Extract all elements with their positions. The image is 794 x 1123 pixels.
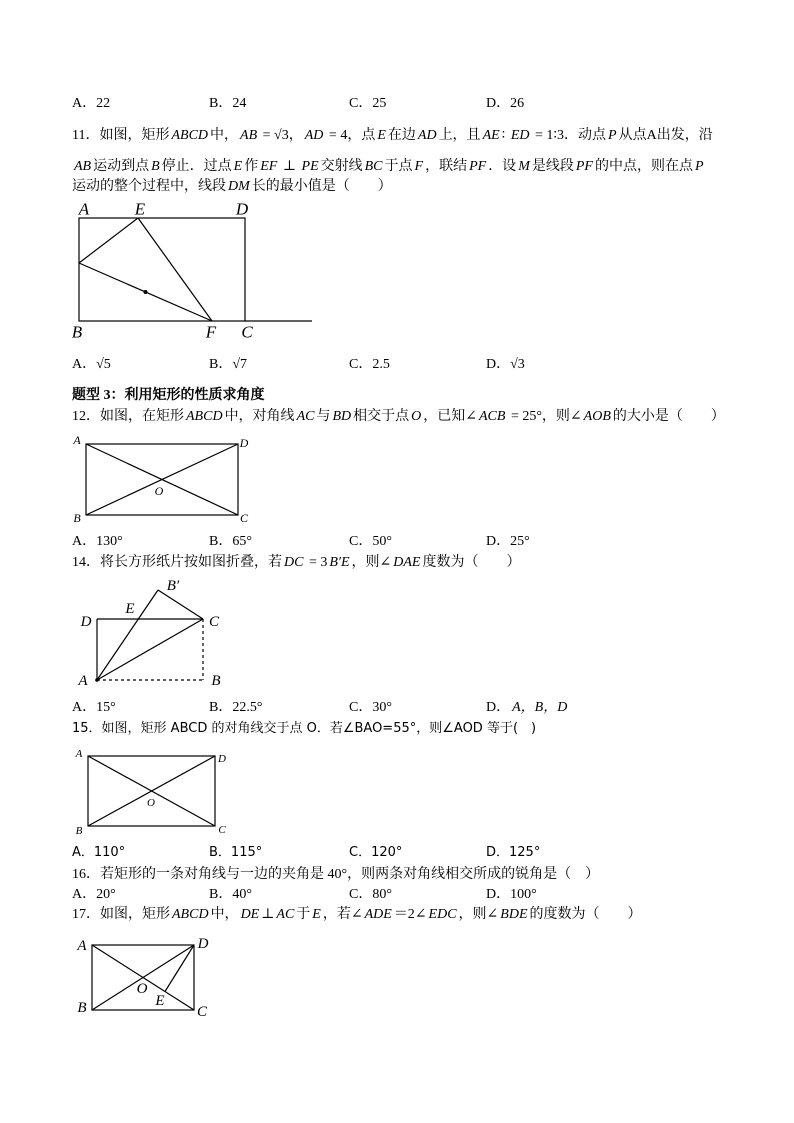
q14-option-c (349, 699, 392, 717)
math-variable: AE (482, 128, 500, 143)
text-run: ，则∠ (458, 907, 499, 922)
math-variable: A，B，D (512, 700, 568, 715)
q11-option-a: A．√5 (72, 357, 111, 372)
text-run: ，若∠ (322, 907, 363, 922)
q11-stem-line-2 (72, 158, 706, 176)
math-variable: AD (304, 128, 324, 143)
q12-option-a: A．130° (72, 534, 123, 549)
label-b-prime: B′ (166, 578, 180, 594)
q11-figure (70, 198, 320, 343)
q11-option-c: C．2.5 (349, 357, 390, 372)
label-d: D (197, 936, 209, 952)
label-f: F (205, 322, 217, 342)
math-variable: DC (284, 555, 304, 570)
q16-stem: 16．若矩形的一条对角线与一边的夹角是 40°，则两条对角线相交所成的锐角是（ ） (72, 867, 600, 882)
label-a: A (77, 938, 87, 954)
label-d: D (239, 436, 249, 450)
q14-option-b (209, 699, 262, 717)
point-a-dot (95, 678, 99, 682)
q16-option-c: C．80° (349, 887, 392, 902)
math-variable: ADE (364, 907, 392, 922)
label-e: E (125, 601, 135, 617)
q11-stem-line-1 (72, 127, 713, 145)
label-o: O (154, 484, 164, 498)
label-c: C (208, 614, 220, 630)
math-variable: P (608, 128, 617, 143)
label-e: E (134, 199, 146, 219)
text-run: D． (486, 700, 511, 715)
math-variable: M (518, 159, 530, 174)
q12-stem (72, 408, 725, 426)
text-run: 于 (296, 907, 311, 922)
rectangle-abcd (79, 218, 245, 321)
text-run: B．22.5° (209, 700, 263, 715)
text-run: 停止．过点 (161, 159, 232, 174)
q12-figure (70, 432, 255, 527)
q15-stem: 15．如图，矩形 ABCD 的对角线交于点 O．若∠BAO=55°，则∠AOD 等于( ) (72, 721, 537, 736)
q12-option-d: D．25° (486, 534, 530, 549)
text-run: 是线段 (531, 159, 574, 174)
section-heading: 题型 3：利用矩形的性质求角度 (72, 388, 265, 403)
math-variable: PF (575, 159, 593, 174)
text-run: ．设 (488, 159, 517, 174)
segment-b-prime-c (158, 590, 203, 619)
label-c: C (239, 511, 249, 525)
math-variable: BC (364, 159, 383, 174)
math-variable: E (312, 907, 321, 922)
math-variable: PE (301, 159, 319, 174)
text-run: = 25°，则∠ (507, 409, 582, 424)
label-a: A (73, 433, 81, 447)
q10-option-d: D．26 (486, 96, 525, 111)
text-run: 从点A出发，沿 (618, 128, 713, 143)
text-run: 中， (210, 128, 239, 143)
q11-option-d: D．√3 (486, 357, 525, 372)
segment-ef (138, 218, 212, 321)
label-c: C (218, 824, 226, 836)
text-run: 在边 (387, 128, 416, 143)
text-run: ，已知∠ (423, 409, 477, 424)
q12-option-b: B．65° (209, 534, 252, 549)
text-run: 中，对角线 (224, 409, 295, 424)
text-run: 11．如图，矩形 (72, 128, 170, 143)
q16-option-a: A．20° (72, 887, 116, 902)
q16-options (0, 886, 794, 904)
q16-option-b: B．40° (209, 887, 252, 902)
math-variable: PF (469, 159, 487, 174)
text-run: 与 (316, 409, 331, 424)
math-variable: EDC (428, 907, 457, 922)
q15-figure (70, 745, 235, 840)
text-run: 长的最小值是（ ） (251, 179, 392, 194)
text-run: = 1∶3．动点 (531, 128, 607, 143)
text-run: 运动的整个过程中，线段 (72, 179, 226, 194)
q14-option-a (72, 699, 116, 717)
q11-option-b: B．√7 (209, 357, 248, 372)
q10-option-b: B．24 (209, 96, 247, 111)
text-run: ⊥ (279, 159, 300, 174)
text-run: C．30° (349, 700, 392, 715)
text-run: 运动到点 (93, 159, 150, 174)
label-b: B (77, 1000, 87, 1016)
math-variable: DM (228, 179, 250, 194)
math-variable: B′E (329, 555, 350, 570)
text-run: ＝2∠ (393, 907, 427, 922)
label-e: E (155, 993, 165, 1009)
q10-option-a: A．22 (72, 96, 111, 111)
text-run: 的大小是（ ） (612, 409, 725, 424)
label-a: A (78, 673, 88, 689)
segment-ep (79, 218, 138, 263)
text-run: 交射线 (320, 159, 363, 174)
math-variable: AC (296, 409, 315, 424)
text-run: = 4，点 (325, 128, 376, 143)
label-d: D (235, 199, 249, 219)
math-variable: AB (240, 128, 258, 143)
label-b: B (75, 825, 83, 837)
label-c: C (241, 322, 253, 342)
label-o: O (147, 797, 155, 809)
text-run: ∶ (501, 128, 509, 143)
math-variable: B (151, 159, 160, 174)
text-run: ，则∠ (351, 555, 392, 570)
label-a: A (78, 199, 90, 219)
math-variable: F (414, 159, 424, 174)
q14-options (0, 699, 794, 717)
math-variable: ED (510, 128, 530, 143)
label-d: D (218, 753, 226, 765)
math-variable: ABCD (172, 907, 209, 922)
q11-stem-line-3 (72, 178, 392, 196)
math-variable: O (411, 409, 422, 424)
fold-line-ac (97, 619, 203, 680)
text-run: 17．如图，矩形 (72, 907, 170, 922)
text-run: A．15° (72, 700, 116, 715)
q15-options (0, 844, 794, 862)
q10-options (0, 95, 794, 113)
q12-options (0, 533, 794, 551)
q15-option-d: D．125° (486, 845, 541, 860)
text-run: 14．将长方形纸片按如图折叠，若 (72, 555, 282, 570)
q14-option-d (486, 699, 569, 717)
math-variable: P (694, 159, 704, 174)
text-run: ，联结 (425, 159, 468, 174)
text-run: 上，且 (438, 128, 481, 143)
text-run: ⊥ (261, 907, 275, 922)
text-run: 于点 (384, 159, 413, 174)
label-b: B (71, 322, 83, 342)
math-variable: AB (74, 159, 92, 174)
math-variable: E (233, 159, 243, 174)
text-run: 的中点，则在点 (594, 159, 693, 174)
label-c: C (196, 1004, 208, 1020)
math-variable: E (377, 128, 386, 143)
math-variable: EF (260, 159, 278, 174)
text-run: 作 (244, 159, 259, 174)
q15-option-c: C．120° (349, 845, 403, 860)
text-run: 12．如图，在矩形 (72, 409, 184, 424)
midpoint-m-dot (144, 290, 148, 294)
math-variable: BDE (500, 907, 528, 922)
label-b: B (211, 673, 221, 689)
text-run: 的度数为（ ） (529, 907, 642, 922)
q17-stem (72, 906, 642, 924)
math-variable: ACB (478, 409, 506, 424)
q11-options (0, 356, 794, 374)
math-variable: AC (276, 907, 295, 922)
text-run: = 3 (305, 555, 328, 570)
text-run: 相交于点 (353, 409, 410, 424)
math-variable: DAE (393, 555, 421, 570)
math-variable: AOB (583, 409, 611, 424)
math-variable: AD (417, 128, 437, 143)
q15-option-a: A．110° (72, 845, 126, 860)
q15-option-b: B．115° (209, 845, 263, 860)
q12-option-c: C．50° (349, 534, 392, 549)
math-variable: ABCD (171, 128, 209, 143)
label-a: A (75, 748, 83, 760)
label-o: O (136, 981, 148, 997)
text-run: 度数为（ ） (422, 555, 521, 570)
math-variable: ABCD (186, 409, 223, 424)
q16-option-d: D．100° (486, 887, 537, 902)
label-b: B (73, 511, 81, 525)
math-variable: DE (240, 907, 260, 922)
text-run: 中， (210, 907, 239, 922)
q14-stem (72, 554, 520, 572)
text-run: = √3， (259, 128, 303, 143)
q17-figure (70, 935, 215, 1025)
q10-option-c: C．25 (349, 96, 387, 111)
label-d: D (80, 614, 92, 630)
perpendicular-de (165, 945, 194, 992)
q14-figure (70, 575, 230, 690)
math-variable: BD (332, 409, 352, 424)
